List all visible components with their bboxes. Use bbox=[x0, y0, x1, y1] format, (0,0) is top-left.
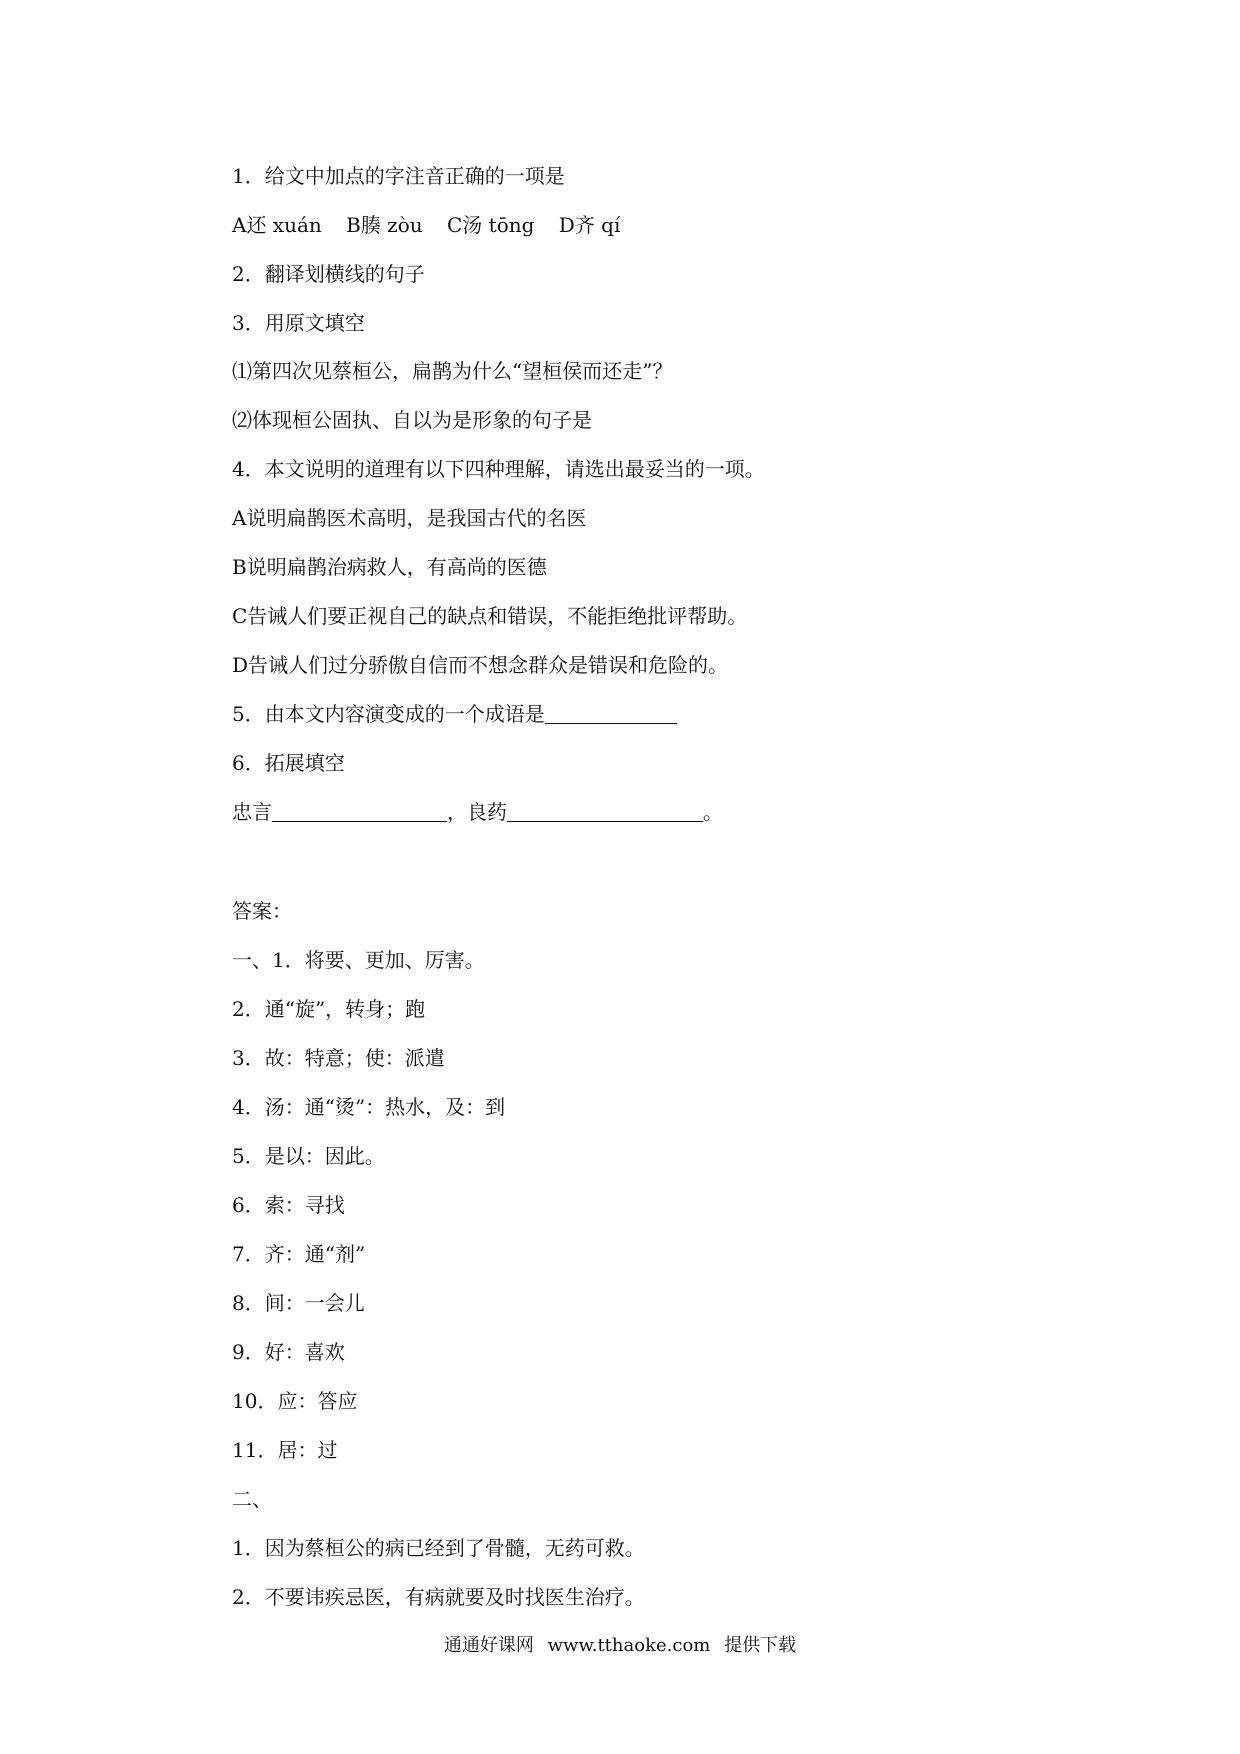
question-4: 4．本文说明的道理有以下四种理解，请选出最妥当的一项。 bbox=[232, 457, 765, 481]
question-1: 1．给文中加点的字注音正确的一项是 bbox=[232, 164, 565, 188]
fill-text-3: 。 bbox=[703, 800, 723, 824]
question-4-option-b: B说明扁鹊治病救人，有高尚的医德 bbox=[232, 555, 547, 579]
answer-line: 一、1．将要、更加、厉害。 bbox=[232, 948, 485, 972]
question-3-1: ⑴第四次见蔡桓公，扁鹊为什么“望桓侯而还走”？ bbox=[232, 359, 673, 383]
answer-line: 2．不要讳疾忌医，有病就要及时找医生治疗。 bbox=[232, 1585, 645, 1609]
question-2: 2．翻译划横线的句子 bbox=[232, 262, 425, 286]
question-5-text: 5．由本文内容演变成的一个成语是 bbox=[232, 702, 545, 726]
fill-text-1: 忠言 bbox=[232, 800, 272, 824]
answer-line: 2．通“旋”，转身；跑 bbox=[232, 997, 426, 1021]
question-6: 6．拓展填空 bbox=[232, 751, 345, 775]
option-a: A还 xuán bbox=[232, 213, 322, 237]
answer-line: 10．应：答应 bbox=[232, 1389, 358, 1413]
answer-blank bbox=[272, 801, 447, 822]
answer-section-2-label: 二、 bbox=[232, 1487, 272, 1511]
footer-url: www.tthaoke.com bbox=[547, 1635, 711, 1656]
question-5 bbox=[232, 701, 677, 727]
answer-line: 8．间：一会儿 bbox=[232, 1291, 365, 1315]
option-d: D齐 qí bbox=[558, 213, 621, 237]
page-footer bbox=[0, 1634, 1240, 1658]
answer-line: 5．是以：因此。 bbox=[232, 1144, 385, 1168]
footer-suffix: 提供下载 bbox=[724, 1635, 797, 1656]
answer-line: 3．故：特意；使：派遣 bbox=[232, 1046, 445, 1070]
question-3-2: ⑵体现桓公固执、自以为是形象的句子是 bbox=[232, 408, 592, 432]
answers-heading: 答案： bbox=[232, 899, 292, 923]
question-6-fill bbox=[232, 799, 723, 825]
footer-site-name: 通通好课网 bbox=[443, 1635, 534, 1656]
answer-blank bbox=[545, 703, 677, 724]
answer-line: 6．索：寻找 bbox=[232, 1193, 345, 1217]
question-4-option-d: D告诫人们过分骄傲自信而不想念群众是错误和危险的。 bbox=[232, 653, 729, 677]
answer-line: 11．居：过 bbox=[232, 1438, 338, 1462]
answer-line: 7．齐：通“剂” bbox=[232, 1242, 366, 1266]
fill-text-2: ，良药 bbox=[447, 800, 507, 824]
answer-blank bbox=[507, 801, 703, 822]
question-4-option-a: A说明扁鹊医术高明，是我国古代的名医 bbox=[232, 506, 587, 530]
option-c: C汤 tōng bbox=[447, 213, 535, 237]
answer-line: 4．汤：通“烫”：热水，及：到 bbox=[232, 1095, 506, 1119]
answer-line: 9．好：喜欢 bbox=[232, 1340, 345, 1364]
question-1-options bbox=[232, 212, 638, 238]
answer-line: 1．因为蔡桓公的病已经到了骨髓，无药可救。 bbox=[232, 1536, 645, 1560]
option-b: B腠 zòu bbox=[346, 213, 423, 237]
question-3: 3．用原文填空 bbox=[232, 311, 365, 335]
question-4-option-c: C告诫人们要正视自己的缺点和错误，不能拒绝批评帮助。 bbox=[232, 604, 748, 628]
